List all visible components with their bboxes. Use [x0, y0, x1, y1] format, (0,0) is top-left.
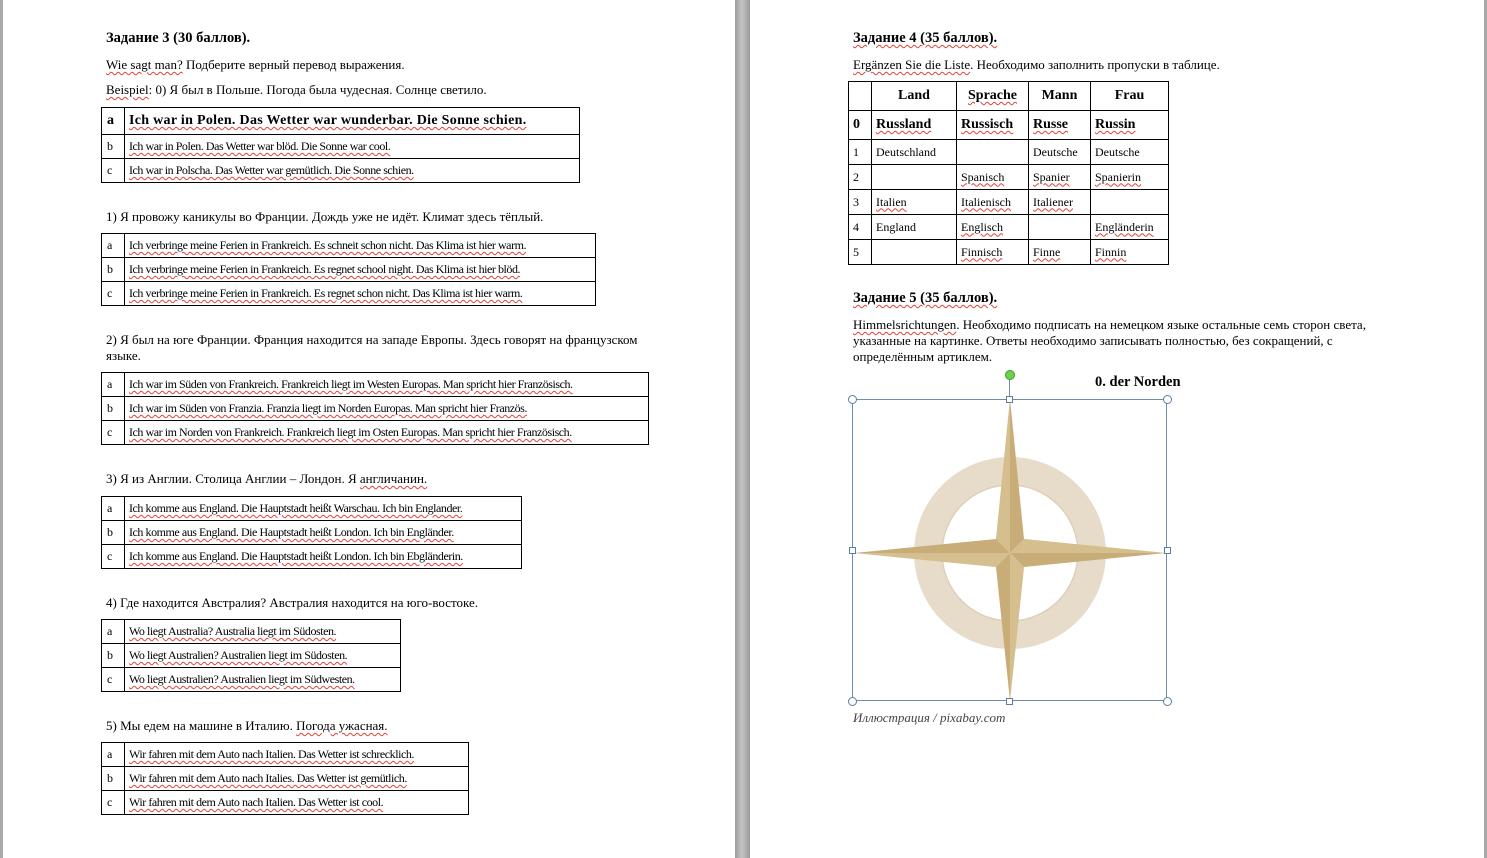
option-text: Ich verbringe meine Ferien in Frankreich. Es schneit schon nicht. Das Klima ist hier warm. — [125, 234, 596, 258]
table-cell: Italiener — [1029, 190, 1091, 215]
option-text: Ich war im Norden von Frankreich. Frankreich liegt im Osten Europas. Man spricht hier Französisch. — [125, 421, 649, 445]
option-letter: a — [102, 373, 125, 397]
option-letter: a — [102, 234, 125, 258]
table-cell: Engländerin — [1091, 215, 1169, 240]
task3-instr-de: Wie sagt man? — [106, 57, 183, 72]
table-row — [849, 140, 1169, 165]
option-letter: b — [102, 521, 125, 545]
table-cell: Russe — [1029, 111, 1091, 140]
question-4: 4) Где находится Австралия? Австралия находится на юго-востоке. — [106, 595, 478, 610]
header-cell: Sprache — [957, 82, 1029, 111]
question-3-text: 3) Я из Англии. Столица Англии – Лондон. Я — [106, 471, 360, 486]
option-text: Ich verbringe meine Ferien in Frankreich. Es regnet schon nicht. Das Klima ist hier warm. — [125, 282, 596, 306]
option-letter: c — [102, 668, 125, 692]
table-cell: Italien — [872, 190, 957, 215]
table-cell: 1 — [849, 140, 872, 165]
header-cell: Frau — [1091, 82, 1169, 111]
question-3-options — [101, 496, 522, 569]
table-row — [102, 545, 522, 569]
table-cell — [872, 240, 957, 265]
option-text: Ich komme aus England. Die Hauptstadt heißt Warschau. Ich bin Englander. — [125, 497, 522, 521]
table-row — [102, 644, 401, 668]
table-row — [102, 668, 401, 692]
table-row — [102, 421, 649, 445]
task5-instruction-line3: определённым артиклем. — [853, 349, 993, 364]
table-row — [102, 620, 401, 644]
task3-instruction — [106, 57, 405, 73]
question-5-text: 5) Мы едем на машине в Италию. — [106, 718, 297, 733]
option-letter: c — [102, 282, 125, 306]
table-cell: 3 — [849, 190, 872, 215]
question-5-marked: Погода ужасная. — [296, 718, 388, 733]
table-row — [102, 497, 522, 521]
table-row — [102, 135, 580, 159]
option-text: Wo liegt Australien? Australien liegt im Südosten. — [125, 644, 401, 668]
resize-handle-top-left[interactable] — [848, 395, 857, 404]
table-row — [102, 373, 649, 397]
option-letter: a — [102, 743, 125, 767]
table-cell: Finne — [1029, 240, 1091, 265]
table-cell: Russland — [872, 111, 957, 140]
option-letter: b — [102, 644, 125, 668]
option-text: Wo liegt Australia? Australia liegt im Südosten. — [125, 620, 401, 644]
example-sentence: : 0) Я был в Польше. Погода была чудесная. Солнце светило. — [148, 82, 487, 97]
option-text: Wir fahren mit dem Auto nach Italien. Das Wetter ist schrecklich. — [125, 743, 469, 767]
task4-instr-de: Ergänzen Sie die Liste — [853, 57, 971, 72]
resize-handle-left[interactable] — [849, 547, 856, 554]
table-cell: Finnin — [1091, 240, 1169, 265]
task3-instr-ru: Подберите верный перевод выражения. — [182, 57, 405, 72]
table-cell: 5 — [849, 240, 872, 265]
table-cell — [1091, 190, 1169, 215]
countries-table — [848, 81, 1169, 265]
question-1-options — [101, 233, 596, 306]
task4-title: Задание 4 (35 баллов). — [853, 30, 998, 46]
resize-handle-top[interactable] — [1006, 396, 1013, 403]
task5-instr-de: Himmelsrichtungen — [853, 317, 957, 332]
table-cell: Englisch — [957, 215, 1029, 240]
option-text: Ich komme aus England. Die Hauptstadt heißt London. Ich bin Ebgländerin. — [125, 545, 522, 569]
option-text: Ich war in Polscha. Das Wetter war gemütlich. Die Sonne schien. — [125, 159, 580, 183]
page-gutter — [735, 0, 750, 858]
question-3-marked: англичанин. — [359, 471, 428, 486]
option-letter: b — [102, 135, 125, 159]
table-cell: Finnisch — [957, 240, 1029, 265]
task3-example — [106, 82, 487, 98]
resize-handle-right[interactable] — [1164, 547, 1171, 554]
question-4-options — [101, 619, 401, 692]
table-row — [849, 111, 1169, 140]
option-letter: c — [102, 791, 125, 815]
compass-label-text: 0. der Norden — [1095, 374, 1181, 390]
table-cell: Spanierin — [1091, 165, 1169, 190]
compass-label-north — [1095, 374, 1181, 391]
option-letter: c — [102, 545, 125, 569]
option-text: Ich war im Süden von Frankreich. Frankreich liegt im Westen Europas. Man spricht hier Französisch. — [125, 373, 649, 397]
table-row — [102, 521, 522, 545]
example-options-table — [101, 107, 580, 183]
table-header-row — [849, 82, 1169, 111]
question-5 — [106, 718, 388, 734]
table-cell — [872, 165, 957, 190]
option-text: Wir fahren mit dem Auto nach Italien. Das Wetter ist cool. — [125, 791, 469, 815]
table-cell: Italienisch — [957, 190, 1029, 215]
task5-instruction-line1 — [853, 317, 1366, 333]
option-text: Ich komme aus England. Die Hauptstadt heißt London. Ich bin Engländer. — [125, 521, 522, 545]
table-cell — [957, 140, 1029, 165]
table-row — [102, 282, 596, 306]
table-cell: Deutsche — [1029, 140, 1091, 165]
table-row — [102, 234, 596, 258]
question-2-line1: 2) Я был на юге Франции. Франция находится на западе Европы. Здесь говорят на французском — [106, 332, 638, 347]
option-text: Ich war in Polen. Das Wetter war blöd. Die Sonne war cool. — [125, 135, 580, 159]
table-cell: Deutsche — [1091, 140, 1169, 165]
table-cell: Deutschland — [872, 140, 957, 165]
question-5-options — [101, 742, 469, 815]
option-letter: c — [102, 159, 125, 183]
task3-title: Задание 3 (30 баллов). — [106, 30, 251, 46]
table-row — [849, 240, 1169, 265]
table-row — [102, 743, 469, 767]
task5-instr-rest: . Необходимо подписать на немецком языке остальные семь сторон света, — [956, 317, 1366, 332]
question-3 — [106, 471, 427, 487]
table-row — [102, 258, 596, 282]
table-cell: 2 — [849, 165, 872, 190]
resize-handle-bottom[interactable] — [1006, 698, 1013, 705]
table-row — [102, 397, 649, 421]
option-letter: a — [102, 108, 125, 135]
option-letter: b — [102, 397, 125, 421]
table-row — [102, 159, 580, 183]
window-edge-left — [0, 0, 3, 858]
task4-instruction — [853, 57, 1220, 73]
table-cell: Russisch — [957, 111, 1029, 140]
table-row — [102, 767, 469, 791]
rotate-handle[interactable] — [1005, 370, 1015, 380]
image-selection-frame[interactable] — [852, 399, 1167, 701]
option-text: Ich war in Polen. Das Wetter war wunderbar. Die Sonne schien. — [125, 108, 580, 135]
table-row — [849, 165, 1169, 190]
question-2-line2: языке. — [106, 348, 141, 363]
option-letter: c — [102, 421, 125, 445]
option-letter: a — [102, 497, 125, 521]
question-1: 1) Я провожу каникулы во Франции. Дождь уже не идёт. Климат здесь тёплый. — [106, 209, 544, 224]
table-row — [102, 108, 580, 135]
option-text: Wo liegt Australien? Australien liegt im Südwesten. — [125, 668, 401, 692]
resize-handle-bottom-right[interactable] — [1163, 697, 1172, 706]
option-text: Ich verbringe meine Ferien in Frankreich. Es regnet school night. Das Klima ist hier blöd. — [125, 258, 596, 282]
example-label: Beispiel — [106, 82, 149, 97]
table-cell — [1029, 215, 1091, 240]
header-cell: Mann — [1029, 82, 1091, 111]
table-cell: 0 — [849, 111, 872, 140]
option-letter: b — [102, 767, 125, 791]
table-cell: Russin — [1091, 111, 1169, 140]
image-caption: Иллюстрация / pixabay.com — [853, 710, 1006, 725]
table-cell: Spanisch — [957, 165, 1029, 190]
option-letter: a — [102, 620, 125, 644]
table-cell: Spanier — [1029, 165, 1091, 190]
resize-handle-top-right[interactable] — [1163, 395, 1172, 404]
task5-instruction-line2: указанные на картинке. Ответы необходимо записывать полностью, без сокращений, с — [853, 333, 1333, 348]
question-2-options — [101, 372, 649, 445]
header-cell — [849, 82, 872, 111]
table-row — [849, 190, 1169, 215]
header-cell: Land — [872, 82, 957, 111]
table-row — [849, 215, 1169, 240]
option-text: Wir fahren mit dem Auto nach Italies. Das Wetter ist gemütlich. — [125, 767, 469, 791]
task4-instr-ru: . Необходимо заполнить пропуски в таблице. — [970, 57, 1220, 72]
option-text: Ich war im Süden von Franzia. Franzia liegt im Norden Europas. Man spricht hier Französ. — [125, 397, 649, 421]
table-cell: 4 — [849, 215, 872, 240]
option-letter: b — [102, 258, 125, 282]
task5-title: Задание 5 (35 баллов). — [853, 290, 998, 306]
table-cell: England — [872, 215, 957, 240]
resize-handle-bottom-left[interactable] — [848, 697, 857, 706]
table-row — [102, 791, 469, 815]
